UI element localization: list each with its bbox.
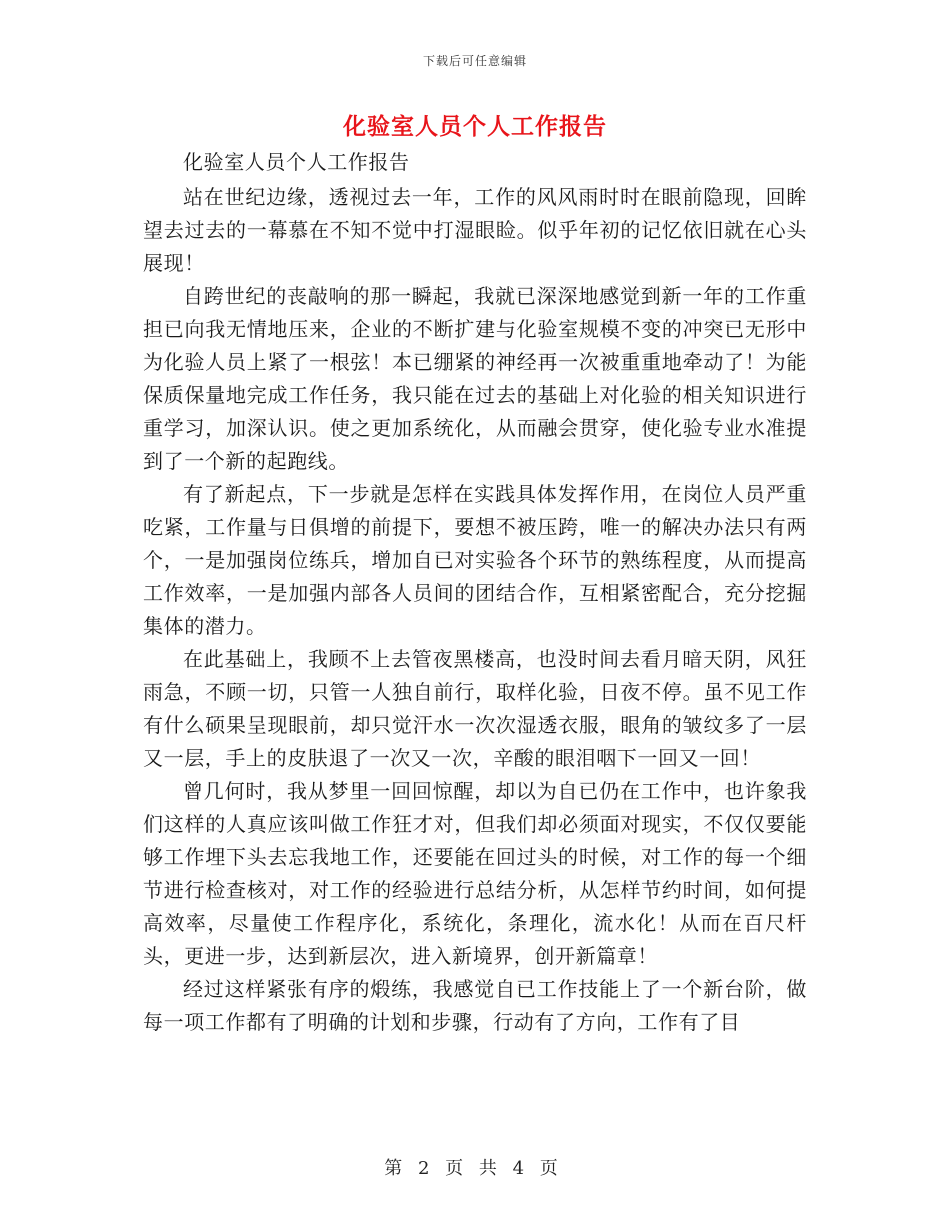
paragraph: 站在世纪边缘，透视过去一年，工作的风风雨时时在眼前隐现，回眸望去过去的一幕慕在不知不觉中打湿眼睑。似乎年初的记忆依旧就在心头展现！ [143, 185, 807, 275]
document-title: 化验室人员个人工作报告 [343, 113, 607, 140]
document-body [143, 146, 807, 1039]
header-note: 下载后可任意编辑 [422, 54, 527, 68]
total-label: 共 [478, 1158, 499, 1179]
paragraph: 自跨世纪的丧敲响的那一瞬起，我就已深深地感觉到新一年的工作重担已向我无情地压来，企业的不断扩建与化验室规模不变的冲突已无形中为化验人员上紧了一根弦！本已绷紧的神经再一次被重重地牵动了！为能保质保量地完成工作任务，我只能在过去的基础上对化验的相关知识进行重学习，加深认识。使之更加系统化，从而融会贯穿，使化验专业水准提到了一个新的起跑线。 [143, 284, 807, 473]
page-footer [0, 1154, 950, 1180]
page-unit: 页 [445, 1158, 466, 1179]
total-unit: 页 [539, 1158, 560, 1179]
paragraph: 有了新起点，下一步就是怎样在实践具体发挥作用，在岗位人员严重吃紧，工作量与日俱增的前提下，要想不被压跨，唯一的解决办法只有两个，一是加强岗位练兵，增加自已对实验各个环节的熟练程度，从而提高工作效率，一是加强内部各人员间的团结合作，互相紧密配合，充分挖掘集体的潜力。 [143, 482, 807, 638]
total-page-number: 4 [512, 1158, 527, 1179]
paragraph: 曾几何时，我从梦里一回回惊醒，却以为自已仍在工作中，也许象我们这样的人真应该叫做工作狂才对，但我们却必须面对现实，不仅仅要能够工作埋下头去忘我地工作，还要能在回过头的时候，对工作的每一个细节进行检查核对，对工作的经验进行总结分析，从怎样节约时间，如何提高效率，尽量使工作程序化，系统化，条理化，流水化！从而在百尺杆头，更进一步，达到新层次，进入新境界，创开新篇章！ [143, 779, 807, 968]
paragraph: 在此基础上，我顾不上去管夜黑楼高，也没时间去看月暗天阴，风狂雨急，不顾一切，只管一人独自前行，取样化验，日夜不停。虽不见工作有什么硕果呈现眼前，却只觉汗水一次次湿透衣服，眼角的皱纹多了一层又一层，手上的皮肤退了一次又一次，辛酸的眼泪咽下一回又一回！ [143, 647, 807, 770]
document-subtitle: 化验室人员个人工作报告 [183, 150, 410, 174]
current-page-number: 2 [417, 1158, 432, 1179]
paragraph: 经过这样紧张有序的煅练，我感觉自已工作技能上了一个新台阶，做每一项工作都有了明确的计划和步骤，行动有了方向，工作有了目 [143, 977, 807, 1034]
page-label: 第 [384, 1158, 405, 1179]
